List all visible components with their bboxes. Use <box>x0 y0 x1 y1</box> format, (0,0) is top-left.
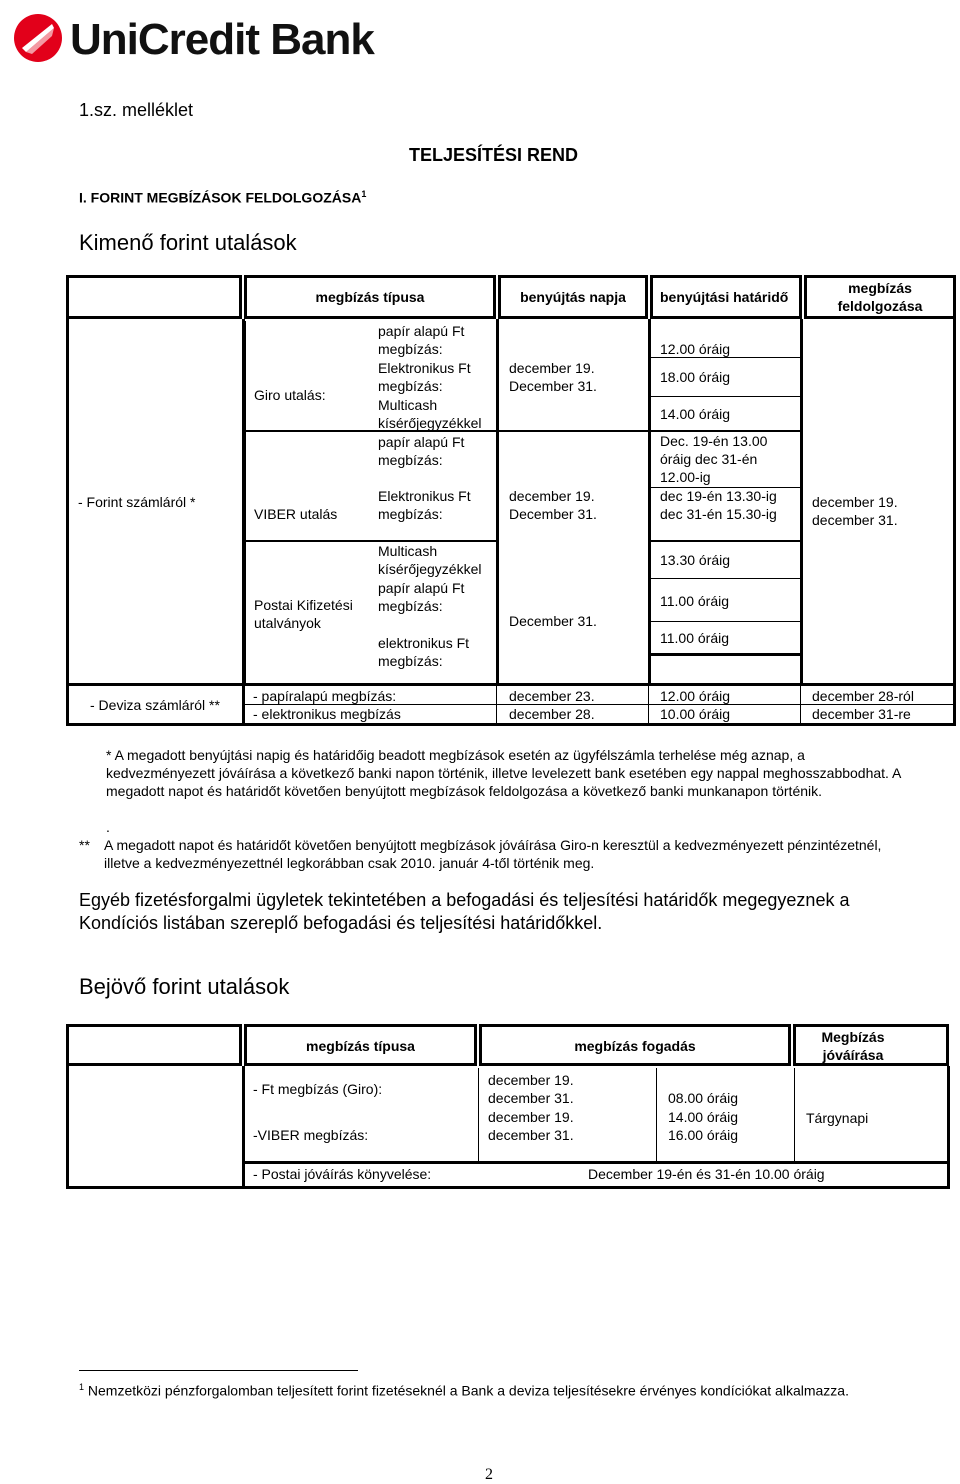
header-type: megbízás típusa <box>315 289 425 305</box>
page-number: 2 <box>485 1466 493 1483</box>
giro-label: Giro utalás: <box>254 387 326 403</box>
in-dates-2: december 19. december 31. <box>488 1109 574 1143</box>
postal-label: Postai Kifizetési utalványok <box>254 597 353 631</box>
in-viber: -VIBER megbízás: <box>253 1127 369 1143</box>
deviza-deadline-2: 10.00 óráig <box>660 706 731 722</box>
deadline-5: dec 19-én 13.30-ig dec 31-én 15.30-ig <box>660 488 777 522</box>
note-star: * A megadott benyújtási napig és határidőig beadott megbízások esetén az ügyfélszámla terhelése még aznap, a kedvezményezett jóváírása a következő banki napon történik, illetve levelezett bank esetében egy nappal meghosszabbodhat. A megadott napot és határidőt követően benyújtott megbízások feldolgozása a következő banki munkanapon történik. <box>106 747 901 799</box>
doc-title: TELJESÍTÉSI REND <box>409 145 579 165</box>
deadline-1: 12.00 óráig <box>660 341 731 357</box>
type-5: Elektronikus Ft megbízás: <box>378 488 471 522</box>
deadline-7: 11.00 óráig <box>660 593 730 609</box>
incoming-title: Bejövő forint utalások <box>79 974 290 999</box>
footnote-rule <box>79 1370 358 1371</box>
outgoing-title: Kimenő forint utalások <box>79 230 297 255</box>
type-3: Multicash kísérőjegyzékkel <box>378 397 482 431</box>
in-dates-1: december 19. december 31. <box>488 1072 574 1106</box>
in-postal: - Postai jóváírás könyvelése: <box>253 1166 432 1182</box>
deviza-deadline-1: 12.00 óráig <box>660 688 731 704</box>
deviza-day-2: december 28. <box>509 706 595 722</box>
footnote: $^1$ Nemzetközi pénzforgalomban teljesített forint fizetéseknél a Bank a deviza teljesítésekre érvényes kondíciókat alkalmazza. <box>79 1382 849 1399</box>
note-other: Egyéb fizetésforgalmi ügyletek tekintetében a befogadási és teljesítési határidők megegyeznek a Kondíciós listában szereplő befogadási és teljesítési határidőkkel. <box>79 890 850 933</box>
giro-days: december 19. December 31. <box>509 360 597 394</box>
processing-dates: december 19. december 31. <box>812 494 898 528</box>
deadline-6: 13.30 óráig <box>660 552 731 568</box>
deadline-8: 11.00 óráig <box>660 630 730 646</box>
type-6: Multicash kísérőjegyzékkel <box>378 543 482 577</box>
in-time-3: 16.00 óráig <box>668 1127 739 1143</box>
type-1: papír alapú Ft megbízás: <box>378 323 465 357</box>
brand-name: UniCredit Bank <box>70 15 374 64</box>
section-title: I. FORINT MEGBÍZÁSOK FELDOLGOZÁSA$^1$ <box>79 189 367 206</box>
viber-days: december 19. December 31. <box>509 488 597 522</box>
type-8: elektronikus Ft megbízás: <box>378 635 470 669</box>
in-time-2: 14.00 óráig <box>668 1109 739 1125</box>
type-4: papír alapú Ft megbízás: <box>378 434 465 468</box>
in-header-receive: megbízás fogadás <box>574 1038 696 1054</box>
forint-account-label: - Forint számláról * <box>78 494 196 510</box>
deviza-processing-2: december 31-re <box>812 706 911 722</box>
deviza-processing-1: december 28-ról <box>812 688 914 704</box>
deviza-type-1: - papíralapú megbízás: <box>253 688 397 704</box>
in-giro: - Ft megbízás (Giro): <box>253 1081 383 1097</box>
in-credit: Tárgynapi <box>806 1110 869 1126</box>
deadline-2: 18.00 óráig <box>660 369 731 385</box>
note-dot: . <box>106 819 110 835</box>
deadline-3: 14.00 óráig <box>660 406 731 422</box>
in-header-credit: Megbízás jóváírása <box>821 1029 885 1063</box>
deviza-day-1: december 23. <box>509 688 595 704</box>
annex-label: 1.sz. melléklet <box>79 100 194 120</box>
postal-days: December 31. <box>509 613 597 629</box>
header-day: benyújtás napja <box>520 289 626 305</box>
deadline-4: Dec. 19-én 13.00 óráig dec 31-én 12.00-ig <box>660 433 768 485</box>
in-postal-time: December 19-én és 31-én 10.00 óráig <box>588 1166 825 1182</box>
type-2: Elektronikus Ft megbízás: <box>378 360 471 394</box>
header-deadline: benyújtási határidő <box>660 289 789 305</box>
in-time-1: 08.00 óráig <box>668 1090 739 1106</box>
deviza-type-2: - elektronikus megbízás <box>253 706 401 722</box>
deviza-label: - Deviza számláról ** <box>90 697 220 713</box>
type-7: papír alapú Ft megbízás: <box>378 580 465 614</box>
note-star2-mark: ** <box>79 837 90 853</box>
in-header-type: megbízás típusa <box>306 1038 415 1054</box>
logo-emblem-icon <box>12 12 64 64</box>
note-star2: A megadott napot és határidőt követően benyújtott megbízások jóváírása Giro-n keresztül a kedvezményezett pénzintézetnél, illetve a kedvezményezettnél legkorábban csak 2010. január 4-től történik meg. <box>104 837 882 871</box>
viber-label: VIBER utalás <box>254 506 338 522</box>
header-processing: megbízás feldolgozása <box>837 280 923 314</box>
